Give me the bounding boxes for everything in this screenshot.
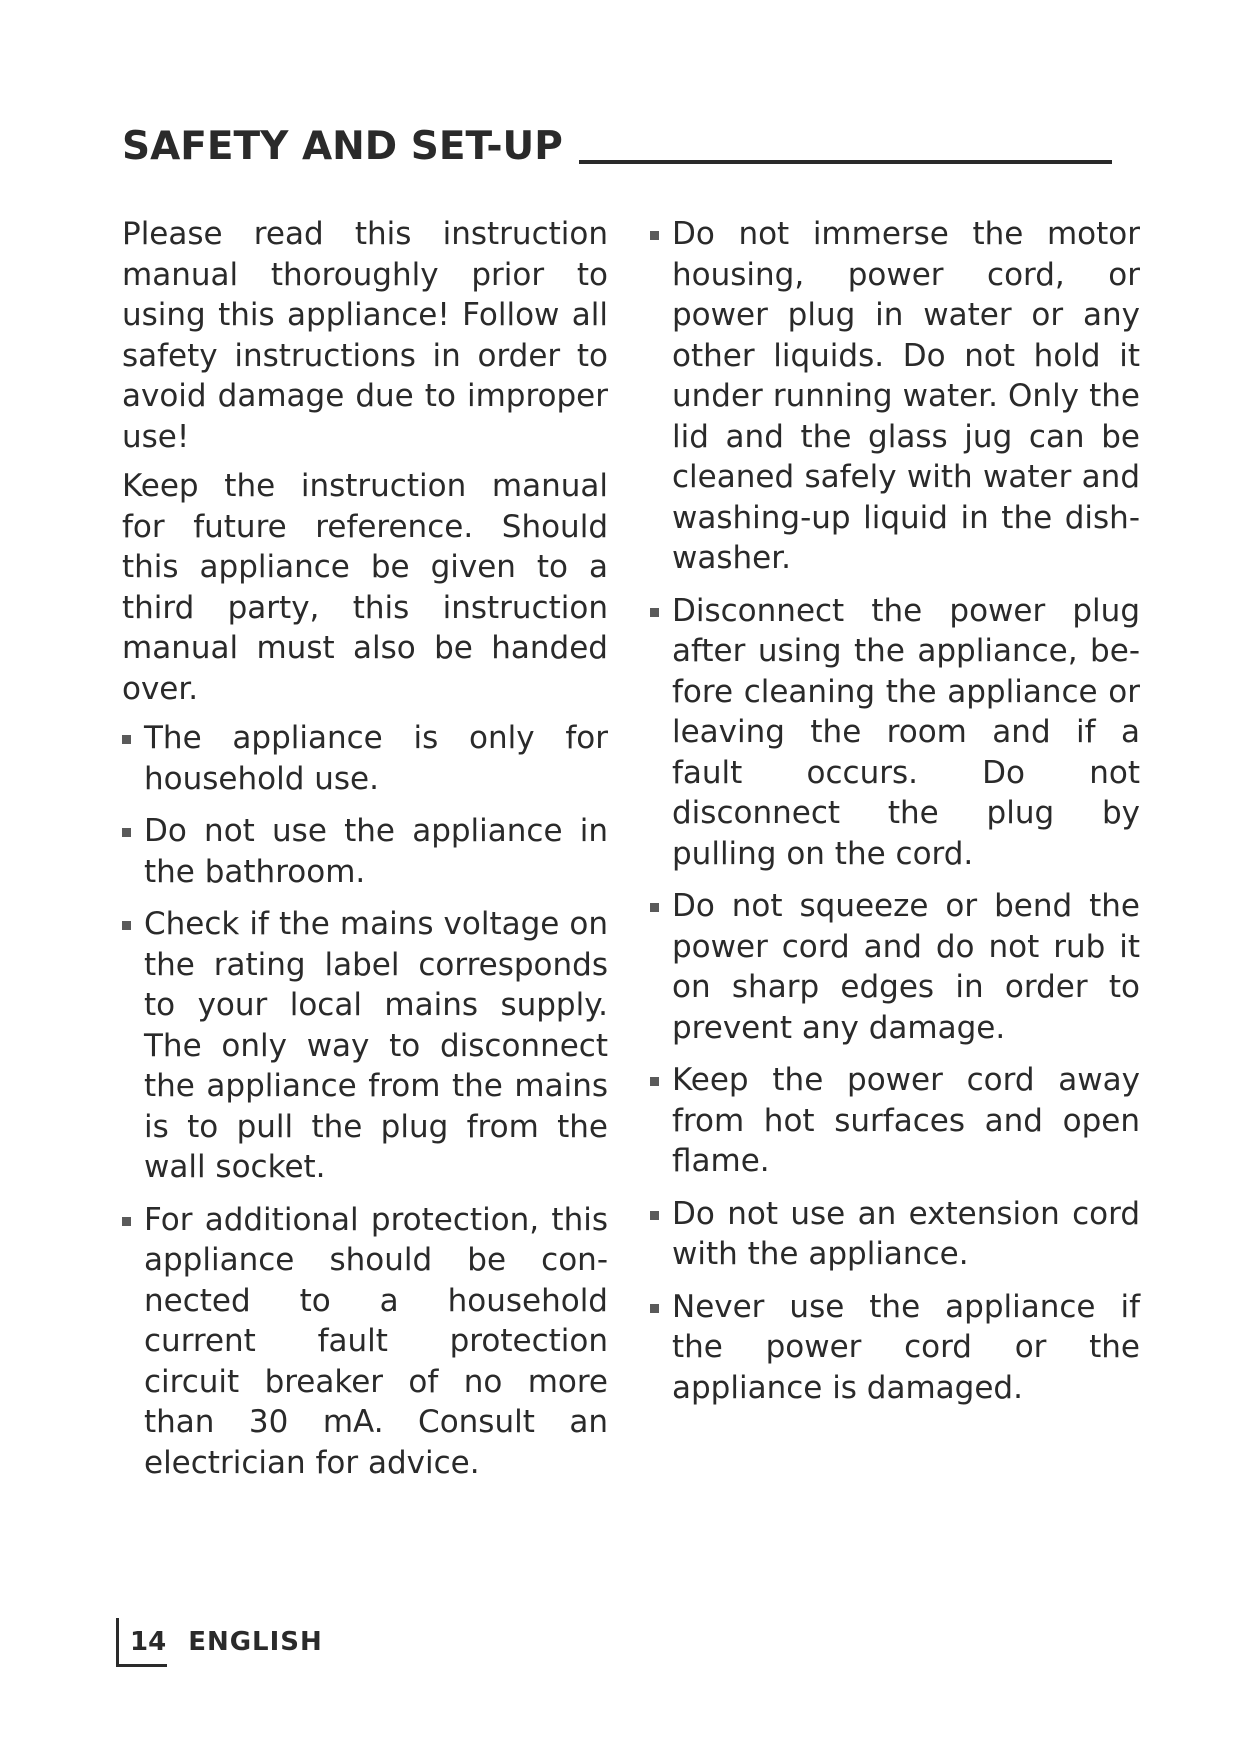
safety-item-text: Keep the power cord away from hot surfaces and open flame. <box>672 1062 1140 1179</box>
intro-paragraph: Please read this instruction manual thoroughly prior to using this appliance! Follow all safety instructions in order to avoid damage due to improper use! <box>122 216 608 455</box>
right-column <box>650 214 1140 1420</box>
safety-item <box>650 1060 1140 1182</box>
bullet-square-icon <box>122 735 131 744</box>
left-column <box>122 214 608 1495</box>
bullet-square-icon <box>650 1304 659 1313</box>
bullet-square-icon <box>650 903 659 912</box>
intro-paragraph: Keep the instruction manual for future reference. Should this appliance be given to a third party, this instruction manual must also be handed over. <box>122 468 608 707</box>
safety-item-text: Disconnect the power plug after using the appliance, before cleaning the appliance or leaving the room and if a fault occurs. Do not disconnect the plug by pulling on the cord. <box>672 592 1140 872</box>
safety-item-text: Do not use the appliance in the bathroom. <box>144 813 608 890</box>
language-label: ENGLISH <box>188 1627 323 1657</box>
page-number: 14 <box>130 1627 167 1657</box>
safety-item <box>650 1287 1140 1409</box>
bullet-square-icon <box>650 1211 659 1220</box>
safety-item-text: The appliance is only for household use. <box>144 720 608 797</box>
safety-item <box>122 1200 608 1484</box>
safety-item <box>650 1194 1140 1275</box>
section-header <box>122 112 1112 172</box>
bullet-square-icon <box>650 1077 659 1086</box>
title-rule <box>579 160 1112 164</box>
safety-item-text: Do not immerse the motor housing, power cord, or power plug in water or any other liquids. Do not hold it under running water. Only the lid and the glass jug can be cleaned safely with water and washing-up liquid in the dishwasher. <box>672 216 1140 576</box>
safety-item-text: Never use the appliance if the power cord or the appliance is damaged. <box>672 1288 1140 1406</box>
safety-item-text: Do not use an extension cord with the appliance. <box>672 1195 1140 1272</box>
safety-item-text: Check if the mains voltage on the rating label corresponds to your local mains supply. The only way to disconnect the appliance from the mains is to pull the plug from the wall socket. <box>144 906 608 1185</box>
bullet-square-icon <box>122 1217 131 1226</box>
safety-item <box>650 886 1140 1048</box>
page-footer <box>116 1618 323 1666</box>
bullet-square-icon <box>122 921 131 930</box>
safety-item-text: For additional protection, this appliance should be connected to a household current fault protection circuit breaker of no more than 30 mA. Consult an electrician for advice. <box>144 1201 608 1481</box>
section-title: SAFETY AND SET-UP <box>122 124 563 169</box>
safety-list-left <box>122 718 608 1483</box>
safety-item <box>122 904 608 1188</box>
bullet-square-icon <box>122 828 131 837</box>
safety-item <box>122 811 608 892</box>
bullet-square-icon <box>650 608 659 617</box>
safety-item <box>650 591 1140 875</box>
safety-list-right <box>650 214 1140 1408</box>
safety-item <box>650 214 1140 579</box>
safety-item <box>122 718 608 799</box>
safety-item-text: Do not squeeze or bend the power cord and do not rub it on sharp edges in order to prevent any damage. <box>672 888 1140 1046</box>
bullet-square-icon <box>650 231 659 240</box>
